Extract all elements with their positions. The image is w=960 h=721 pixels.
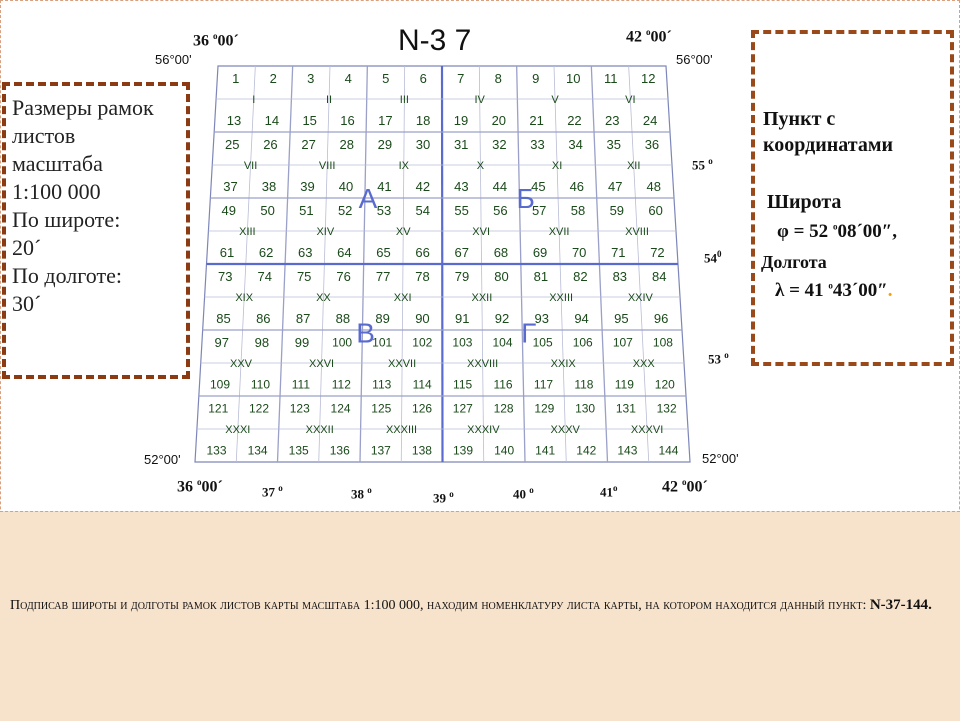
lon-38-label: 38 $^о$ [351, 485, 372, 502]
roman-block-label: VI [625, 93, 636, 106]
roman-block-label: XXI [393, 291, 412, 304]
cell-number: 1 [232, 70, 240, 86]
cell-number: 47 [608, 178, 623, 194]
cell-number: 66 [415, 244, 430, 260]
cell-number: 6 [419, 70, 427, 86]
roman-block-label: XXV [230, 357, 253, 370]
cell-number: 49 [221, 202, 237, 218]
roman-block-label: XXIX [550, 357, 576, 370]
cell-number: 14 [264, 112, 280, 128]
roman-block-label: II [326, 93, 333, 106]
cell-number: 42 [415, 178, 431, 194]
cell-number: 53 [376, 202, 392, 218]
cell-number: 121 [208, 401, 229, 416]
cell-number: 129 [534, 401, 555, 416]
longitude-value: λ = 41 $^о$43´00″. [775, 280, 893, 301]
cell-number: 117 [533, 377, 554, 392]
cell-number: 80 [494, 268, 509, 284]
roman-block-label: XXVIII [467, 357, 499, 370]
cell-number: 137 [370, 443, 391, 458]
cell-number: 94 [574, 310, 589, 326]
lon-37-label: 37 $^о$ [262, 483, 283, 500]
cell-number: 24 [642, 112, 658, 128]
roman-block-label: V [551, 93, 559, 106]
cell-number: 50 [260, 202, 275, 218]
cell-number: 61 [219, 244, 235, 260]
cell-number: 16 [340, 112, 355, 128]
roman-block-label: XXXIII [385, 423, 418, 436]
corner-nw-label: 56°00' [155, 52, 192, 67]
corner-se-label: 52°00' [702, 451, 739, 466]
conclusion-text: Подписав широты и долготы рамок листов карты масштаба 1:100 000, находим номенклатуру листа карты, на котором находится данный пункт: N-37-144. [10, 597, 932, 613]
cell-number: 115 [453, 377, 473, 392]
cell-number: 12 [641, 70, 656, 86]
cell-number: 8 [494, 70, 502, 86]
cell-number: 136 [329, 443, 350, 458]
cell-number: 43 [454, 178, 469, 194]
cell-number: 28 [339, 136, 354, 152]
roman-block-label: XXXVI [630, 423, 664, 436]
roman-block-label: IX [398, 159, 410, 172]
cell-number: 62 [258, 244, 274, 260]
lat-54-label: $54^0$ [704, 249, 722, 266]
cell-number: 13 [226, 112, 242, 128]
cell-number: 139 [453, 443, 474, 458]
scale-value: 1:100 000 [12, 179, 101, 204]
cell-number: 71 [611, 244, 626, 260]
latitude-value: φ = 52 $^о$08´00″, [777, 221, 898, 242]
lon-40-label: 40 $^о$ [513, 485, 534, 502]
cell-number: 30 [415, 136, 431, 152]
corner-sw-label: 52°00' [144, 452, 181, 467]
cell-number: 83 [612, 268, 628, 284]
cell-number: 104 [492, 335, 513, 350]
cell-number: 125 [371, 401, 392, 416]
cell-number: 19 [453, 112, 469, 128]
cell-number: 97 [214, 334, 229, 350]
roman-block-label: XXVI [309, 357, 335, 370]
cell-number: 143 [617, 443, 638, 458]
cell-number: 105 [532, 335, 553, 350]
cell-number: 7 [457, 70, 465, 86]
roman-block-label: XXIII [549, 291, 574, 304]
cell-number: 27 [301, 136, 316, 152]
lon-size-value: 30´ [12, 291, 42, 316]
roman-block-label: XV [395, 225, 411, 238]
longitude-label: Долгота [761, 252, 827, 272]
cell-number: 63 [298, 244, 313, 260]
roman-block-label: XI [551, 159, 563, 172]
cell-number: 39 [300, 178, 315, 194]
cell-number: 72 [650, 244, 665, 260]
cell-number: 95 [614, 310, 629, 326]
cell-number: 38 [261, 178, 277, 194]
cell-number: 37 [223, 178, 238, 194]
cell-number: 35 [606, 136, 622, 152]
cell-number: 102 [412, 335, 433, 350]
cell-number: 122 [249, 401, 270, 416]
roman-block-label: XIII [239, 225, 256, 238]
cell-number: 123 [289, 401, 310, 416]
frame-size-line: масштаба [12, 151, 103, 176]
cell-number: 116 [493, 377, 513, 392]
cell-number: 40 [338, 178, 354, 194]
cell-number: 17 [378, 112, 393, 128]
cell-number: 89 [375, 310, 390, 326]
cell-number: 118 [574, 377, 594, 392]
frame-size-box [2, 82, 190, 379]
cell-number: 100 [332, 335, 353, 350]
roman-block-label: III [399, 93, 409, 106]
cell-number: 131 [615, 401, 636, 416]
cell-number: 3 [307, 70, 315, 86]
roman-block-label: X [476, 159, 485, 172]
cell-number: 144 [658, 443, 679, 458]
cell-number: 31 [453, 136, 469, 152]
cell-number: 48 [646, 178, 661, 194]
cell-number: 135 [288, 443, 309, 458]
cell-number: 98 [254, 334, 270, 350]
cell-number: 32 [492, 136, 507, 152]
cell-number: 82 [573, 268, 588, 284]
cell-number: 81 [533, 268, 549, 284]
cell-number: 138 [411, 443, 432, 458]
cell-number: 36 [644, 136, 660, 152]
cell-number: 103 [452, 335, 473, 350]
cell-number: 56 [493, 202, 508, 218]
roman-block-label: IV [474, 93, 485, 106]
quarter-letter: Б [516, 183, 535, 215]
cell-number: 120 [654, 377, 675, 392]
cell-number: 130 [575, 401, 596, 416]
cell-number: 11 [604, 70, 618, 86]
nomenclature-answer: N-37-144. [869, 597, 932, 613]
cell-number: 114 [412, 377, 432, 392]
cell-number: 113 [372, 377, 392, 392]
roman-block-label: XIV [316, 225, 335, 238]
roman-block-label: XXVII [388, 357, 417, 370]
cell-number: 73 [218, 268, 233, 284]
cell-number: 65 [376, 244, 391, 260]
roman-block-label: VII [243, 159, 258, 172]
cell-number: 58 [570, 202, 586, 218]
cell-number: 44 [492, 178, 508, 194]
cell-number: 54 [415, 202, 431, 218]
top-right-lon-label: 42 $^о$00´ [626, 27, 672, 46]
cell-number: 25 [225, 136, 240, 152]
cell-number: 109 [209, 377, 231, 392]
cell-number: 69 [532, 244, 548, 260]
point-title: Пункт с координатами [763, 108, 893, 156]
cell-number: 9 [532, 70, 540, 86]
frame-size-line: Размеры рамок [12, 95, 154, 120]
roman-block-label: XVIII [625, 225, 649, 238]
cell-number: 79 [454, 268, 470, 284]
cell-number: 134 [247, 443, 268, 458]
cell-number: 76 [336, 268, 351, 284]
cell-number: 68 [493, 244, 509, 260]
cell-number: 107 [612, 335, 633, 350]
lat-size-value: 20´ [12, 235, 42, 260]
lon-39-label: 39 $^о$ [433, 489, 454, 506]
cell-number: 90 [415, 310, 430, 326]
roman-block-label: I [252, 93, 256, 106]
corner-ne-label: 56°00' [676, 52, 713, 67]
roman-block-label: XXXI [225, 423, 251, 436]
cell-number: 86 [256, 310, 271, 326]
cell-number: 111 [291, 377, 311, 392]
roman-block-label: XXII [471, 291, 493, 304]
cell-number: 96 [653, 310, 669, 326]
cell-number: 140 [494, 443, 515, 458]
lon-size-label: По долготе: [12, 263, 122, 288]
quarter-letter: В [356, 317, 375, 349]
quarter-letter: Г [521, 317, 537, 349]
cell-number: 93 [534, 310, 549, 326]
cell-number: 141 [535, 443, 556, 458]
roman-block-label: XXX [632, 357, 655, 370]
cell-number: 33 [530, 136, 545, 152]
roman-block-label: XVI [472, 225, 491, 238]
cell-number: 85 [216, 310, 231, 326]
roman-block-label: XIX [235, 291, 254, 304]
cell-number: 99 [294, 334, 310, 350]
roman-block-label: XXXIV [467, 423, 500, 436]
cell-number: 46 [569, 178, 585, 194]
cell-number: 84 [652, 268, 667, 284]
cell-number: 29 [377, 136, 393, 152]
frame-size-line: листов [12, 123, 76, 148]
roman-block-label: XXIV [627, 291, 653, 304]
cell-number: 20 [491, 112, 507, 128]
cell-number: 59 [609, 202, 625, 218]
cell-number: 127 [452, 401, 473, 416]
cell-number: 92 [494, 310, 510, 326]
lat-53-label: 53 $^о$ [708, 350, 729, 367]
roman-block-label: XX [316, 291, 331, 304]
cell-number: 22 [567, 112, 582, 128]
cell-number: 88 [335, 310, 351, 326]
cell-number: 2 [269, 70, 277, 86]
cell-number: 26 [263, 136, 278, 152]
cell-number: 5 [382, 70, 390, 86]
cell-number: 4 [344, 70, 352, 86]
cell-number: 18 [415, 112, 431, 128]
roman-block-label: XVII [548, 225, 570, 238]
cell-number: 23 [605, 112, 620, 128]
quarter-letter: А [358, 183, 378, 215]
top-left-lon-label: 36 $^о$00´ [193, 31, 239, 50]
lon-41-label: $41^о$ [600, 483, 618, 500]
cell-number: 119 [614, 377, 634, 392]
cell-number: 41 [377, 178, 392, 194]
roman-block-label: VIII [318, 159, 336, 172]
cell-number: 67 [454, 244, 470, 260]
roman-block-label: XXXII [305, 423, 334, 436]
cell-number: 57 [531, 202, 547, 218]
cell-number: 45 [531, 178, 546, 194]
cell-number: 91 [454, 310, 470, 326]
cell-number: 108 [652, 335, 673, 350]
cell-number: 87 [295, 310, 311, 326]
cell-number: 74 [257, 268, 272, 284]
roman-block-label: XII [626, 159, 641, 172]
cell-number: 110 [250, 377, 271, 392]
cell-number: 15 [302, 112, 317, 128]
sheet-title: N-3 7 [398, 24, 472, 57]
cell-number: 124 [330, 401, 351, 416]
cell-number: 78 [415, 268, 430, 284]
cell-number: 60 [648, 202, 663, 218]
cell-number: 128 [493, 401, 514, 416]
cell-number: 21 [529, 112, 544, 128]
cell-number: 34 [568, 136, 583, 152]
cell-number: 126 [412, 401, 433, 416]
cell-number: 55 [454, 202, 469, 218]
cell-number: 112 [331, 377, 351, 392]
cell-number: 77 [375, 268, 391, 284]
roman-block-label: XXXV [550, 423, 580, 436]
cell-number: 70 [571, 244, 587, 260]
cell-number: 101 [372, 335, 393, 350]
cell-number: 132 [656, 401, 677, 416]
bottom-left-lon-label: 36 $^о$00´ [177, 477, 223, 496]
cell-number: 51 [299, 202, 314, 218]
lat-55-label: 55 $^о$ [692, 156, 713, 173]
latitude-label: Широта [767, 191, 842, 213]
lat-size-label: По широте: [12, 207, 121, 232]
cell-number: 106 [572, 335, 593, 350]
cell-number: 64 [337, 244, 352, 260]
cell-number: 133 [206, 443, 227, 458]
cell-number: 10 [566, 70, 581, 86]
cell-number: 142 [576, 443, 597, 458]
cell-number: 75 [296, 268, 312, 284]
cell-number: 52 [337, 202, 353, 218]
bottom-right-lon-label: 42 $^о$00´ [662, 477, 708, 496]
point-coordinates-box [751, 30, 954, 366]
